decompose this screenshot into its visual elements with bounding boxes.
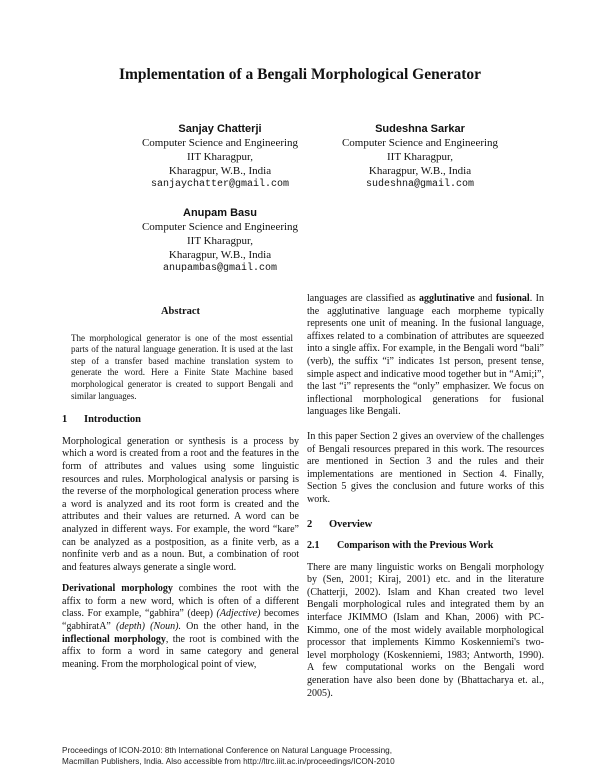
abstract-text: The morphological generator is one of the most essential parts of the natural language generation. It is used at the last step of a transfer based machine translation system to generate the word. Here a Finite State Machine based morphological generator is created to support Bengali and similar languages. <box>71 332 293 401</box>
author-inst: IIT Kharagpur, <box>387 151 453 163</box>
text-run: becomes “gabhiratA” <box>62 608 299 633</box>
section-heading <box>307 519 544 532</box>
author-email[interactable]: sanjaychatter@gmail.com <box>150 179 290 190</box>
footer-line[interactable]: Macmillan Publishers, India. Also accessible from http://ltrc.iiit.ac.in/proceedings/ICON-2010 <box>62 757 395 766</box>
body-paragraph: In this paper Section 2 gives an overview of the challenges of Bengali resources prepared in this work. The resources are mentioned in Section 3 and the rules and their implementations are mentioned in Section 4. Finally, Section 5 gives the conclusion and future works of this work. <box>307 430 544 505</box>
subsection-number: 2.1 <box>307 540 320 552</box>
term: inflectional morphology <box>62 633 166 645</box>
term: (Noun). <box>150 621 181 633</box>
text-run: On the other hand, in the <box>180 621 299 633</box>
left-column <box>62 306 299 671</box>
intro-paragraph: Morphological generation or synthesis is a process by which a word is created from a root and the features in the form of attributes and values using some linguistic resources and rules. Morphological analysis or parsing is the reverse of the morphological generation process where a word is analyzed and its root form is created and the attributes and their values are returned. A word can be analyzed in different ways. For example, the word “kare” can be analyzed as a postposition, as a finite verb, as a nonfinite verb and as a noun. But, a combination of root and features always generate a single word. <box>62 435 299 573</box>
author-name: Anupam Basu <box>183 207 257 219</box>
author-inst: IIT Kharagpur, <box>187 235 253 247</box>
right-column <box>307 293 544 700</box>
author-dept: Computer Science and Engineering <box>341 137 499 149</box>
text-run: and <box>474 293 496 304</box>
text-run: , the root is combined with the affix to form a word in same category and general meaning. From the morphological point of view, <box>62 633 299 670</box>
author-location: Kharagpur, W.B., India <box>168 249 272 261</box>
proceedings-footer <box>62 745 395 767</box>
author-block <box>310 122 530 192</box>
intro-paragraph <box>62 583 299 671</box>
term: Derivational morphology <box>62 583 173 595</box>
author-email[interactable]: anupambas@gmail.com <box>162 263 278 274</box>
author-location: Kharagpur, W.B., India <box>368 165 472 177</box>
author-dept: Computer Science and Engineering <box>141 221 299 233</box>
author-email[interactable]: sudeshna@gmail.com <box>365 179 475 190</box>
footer-line: Proceedings of ICON-2010: 8th International Conference on Natural Language Processing, <box>62 746 392 755</box>
section-number: 1 <box>62 414 68 426</box>
author-inst: IIT Kharagpur, <box>187 151 253 163</box>
term: agglutinative <box>418 293 475 304</box>
author-name: Sudeshna Sarkar <box>375 123 465 135</box>
section-heading <box>62 414 299 427</box>
section-title: Introduction <box>84 414 141 426</box>
section-number: 2 <box>307 518 313 530</box>
section-title: Overview <box>329 518 373 530</box>
author-name: Sanjay Chatterji <box>178 123 262 135</box>
body-paragraph <box>307 293 544 419</box>
paper-title: Implementation of a Bengali Morphological Generator <box>118 66 482 83</box>
author-location: Kharagpur, W.B., India <box>168 165 272 177</box>
author-block <box>110 206 330 276</box>
term: (Adjective) <box>216 608 261 620</box>
text-run: combines the root with the affix to form a new word, which is often of a different class. For example, “gabhira” (deep) <box>62 583 299 620</box>
term: fusional <box>495 293 530 304</box>
text-run: . In the agglutinative language each morpheme typically represents one unit of meaning. In the fusional language, affixes related to a combination of attributes are squeezed into a single affix. For example, in the Bengali word “bali” (verb), the suffix “i” indicates 1st person, present tense, simple aspect and indicative mood together but in “Ami;i”, the last “i” represents the “only” emphasizer. We focus on inflectional morphological generations for fusional languages like Bengali. <box>307 293 544 418</box>
author-dept: Computer Science and Engineering <box>141 137 299 149</box>
term: (depth) <box>116 621 145 633</box>
subsection-title: Comparison with the Previous Work <box>337 540 494 552</box>
author-block <box>110 122 330 192</box>
abstract-heading: Abstract <box>160 306 201 317</box>
body-paragraph: There are many linguistic works on Bengali morphology by (Sen, 2001; Kiraj, 2001) etc. and in the literature (Chatterji, 2002). Islam and Khan created two level Bengali morphological rules and integrated them by an interface JKIMMO (Islam and Khan, 2006) with PC-Kimmo, one of the most widely available morphological processor that implements Kimmo Koskenniemi's two-level morphology (Koskenniemi, 1983; Antworth, 1990). A few computational works on the Bengali word generation have also been done by (Bhattacharya et. al., 2005). <box>307 561 544 699</box>
text-run: languages are classified as <box>307 293 419 304</box>
subsection-heading <box>307 540 544 553</box>
